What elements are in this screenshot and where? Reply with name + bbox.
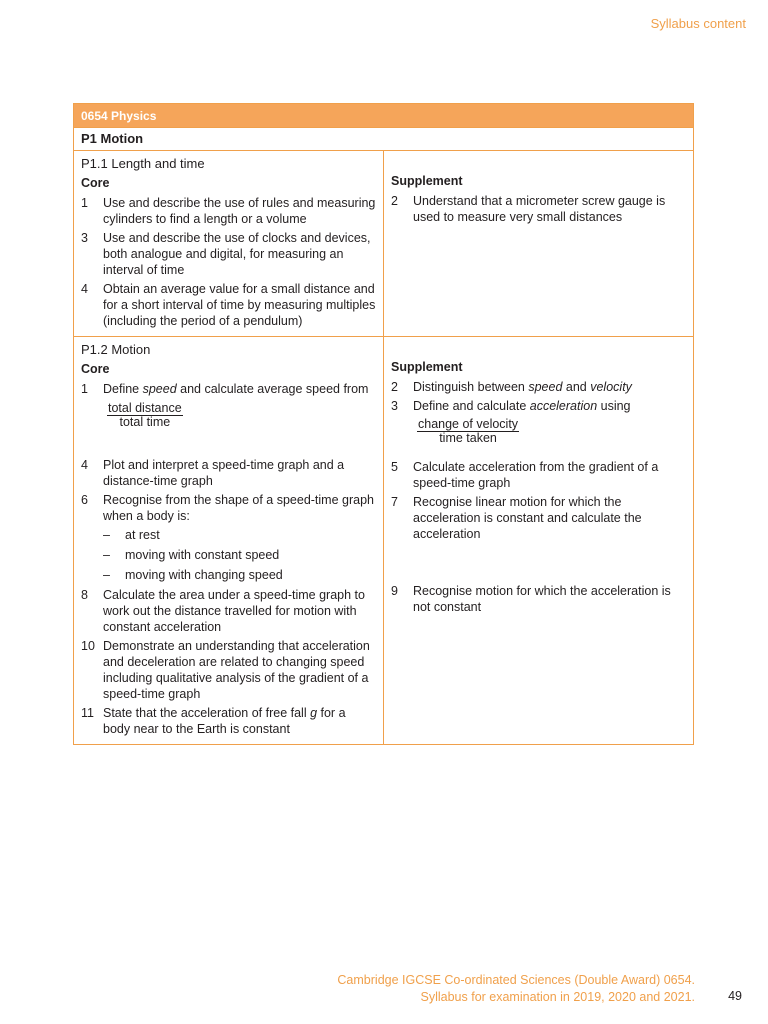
dash-marker: – xyxy=(103,548,110,562)
table-title: 0654 Physics xyxy=(74,104,693,128)
fraction-denominator: time taken xyxy=(439,431,497,445)
fraction-numerator: change of velocity xyxy=(418,417,519,431)
item-text: Use and describe the use of rules and measuring cylinders to find a length or a volume xyxy=(103,196,376,226)
item-text: Calculate the area under a speed-time graph to work out the distance travelled for motion with constant acceleration xyxy=(103,588,365,634)
core-column xyxy=(74,151,384,336)
item-number: 4 xyxy=(81,458,88,472)
dash-marker: – xyxy=(103,528,110,542)
item-number: 3 xyxy=(81,231,88,245)
supplement-label: Supplement xyxy=(391,360,463,374)
core-column xyxy=(74,337,384,744)
sub-list-item xyxy=(103,527,376,543)
item-number: 3 xyxy=(391,399,398,413)
sub-list-item xyxy=(103,547,376,563)
item-text: Recognise from the shape of a speed-time graph when a body is: xyxy=(103,493,374,523)
item-number: 11 xyxy=(81,706,94,720)
item-number: 1 xyxy=(81,196,88,210)
item-text: Define speed and calculate average speed from xyxy=(103,382,369,396)
item-number: 2 xyxy=(391,194,398,208)
item-number: 8 xyxy=(81,588,88,602)
item-number: 4 xyxy=(81,282,88,296)
list-item xyxy=(81,381,376,397)
speed-formula-fraction xyxy=(107,401,183,429)
item-number: 1 xyxy=(81,382,88,396)
item-text: Understand that a micrometer screw gauge is used to measure very small distances xyxy=(413,194,666,224)
list-item xyxy=(391,459,686,491)
core-label: Core xyxy=(81,362,110,376)
supplement-label: Supplement xyxy=(391,174,463,188)
table-row-p1-2 xyxy=(74,337,693,744)
section-header-label: Syllabus content xyxy=(650,16,746,31)
footer-subtitle: Syllabus for examination in 2019, 2020 and 2021. xyxy=(420,990,695,1004)
footer-title: Cambridge IGCSE Co-ordinated Sciences (Double Award) 0654. xyxy=(337,973,695,987)
section-heading: P1 Motion xyxy=(74,128,693,151)
page-footer xyxy=(337,972,695,1006)
list-item xyxy=(391,494,686,542)
sub-item-text: at rest xyxy=(125,528,160,542)
list-item xyxy=(81,457,376,489)
table-row-p1-1 xyxy=(74,151,693,337)
supplement-column xyxy=(384,337,693,744)
dash-marker: – xyxy=(103,568,110,582)
item-text: State that the acceleration of free fall g for a body near to the Earth is constant xyxy=(103,706,346,736)
supplement-column xyxy=(384,151,693,336)
item-text: Obtain an average value for a small distance and for a short interval of time by measuring multiples (including the period of a pendulum) xyxy=(103,282,376,328)
item-text: Calculate acceleration from the gradient of a speed-time graph xyxy=(413,460,659,490)
list-item xyxy=(81,638,376,702)
item-number: 7 xyxy=(391,495,398,509)
fraction-denominator: total time xyxy=(119,415,171,429)
list-item xyxy=(81,587,376,635)
item-number: 9 xyxy=(391,584,398,598)
item-text: Distinguish between speed and velocity xyxy=(413,380,632,394)
item-number: 2 xyxy=(391,380,398,394)
syllabus-table xyxy=(73,103,694,745)
item-number: 6 xyxy=(81,493,88,507)
list-item xyxy=(81,281,376,329)
list-item xyxy=(391,193,686,225)
fraction-numerator: total distance xyxy=(108,401,182,415)
item-number: 10 xyxy=(81,639,95,653)
core-label: Core xyxy=(81,176,110,190)
item-text: Recognise motion for which the acceleration is not constant xyxy=(413,584,671,614)
page-number: 49 xyxy=(728,989,742,1003)
sub-list-item xyxy=(103,567,376,583)
list-item xyxy=(391,398,686,414)
sub-item-text: moving with constant speed xyxy=(125,548,280,562)
subheading: P1.1 Length and time xyxy=(81,156,205,171)
list-item xyxy=(391,379,686,395)
item-text: Plot and interpret a speed-time graph and a distance-time graph xyxy=(103,458,345,488)
item-text: Recognise linear motion for which the acceleration is constant and calculate the acceleration xyxy=(413,495,642,541)
item-number: 5 xyxy=(391,460,398,474)
item-text: Define and calculate acceleration using xyxy=(413,399,631,413)
list-item xyxy=(81,195,376,227)
list-item xyxy=(391,583,686,615)
sub-item-text: moving with changing speed xyxy=(125,568,283,582)
list-item xyxy=(81,705,376,737)
list-item xyxy=(81,492,376,524)
item-text: Demonstrate an understanding that acceleration and deceleration are related to changing speed including qualitative analysis of the gradient of a speed-time graph xyxy=(103,639,370,701)
acceleration-formula-fraction xyxy=(417,417,519,445)
item-text: Use and describe the use of clocks and devices, both analogue and digital, for measuring an interval of time xyxy=(103,231,371,277)
subheading: P1.2 Motion xyxy=(81,342,151,357)
list-item xyxy=(81,230,376,278)
